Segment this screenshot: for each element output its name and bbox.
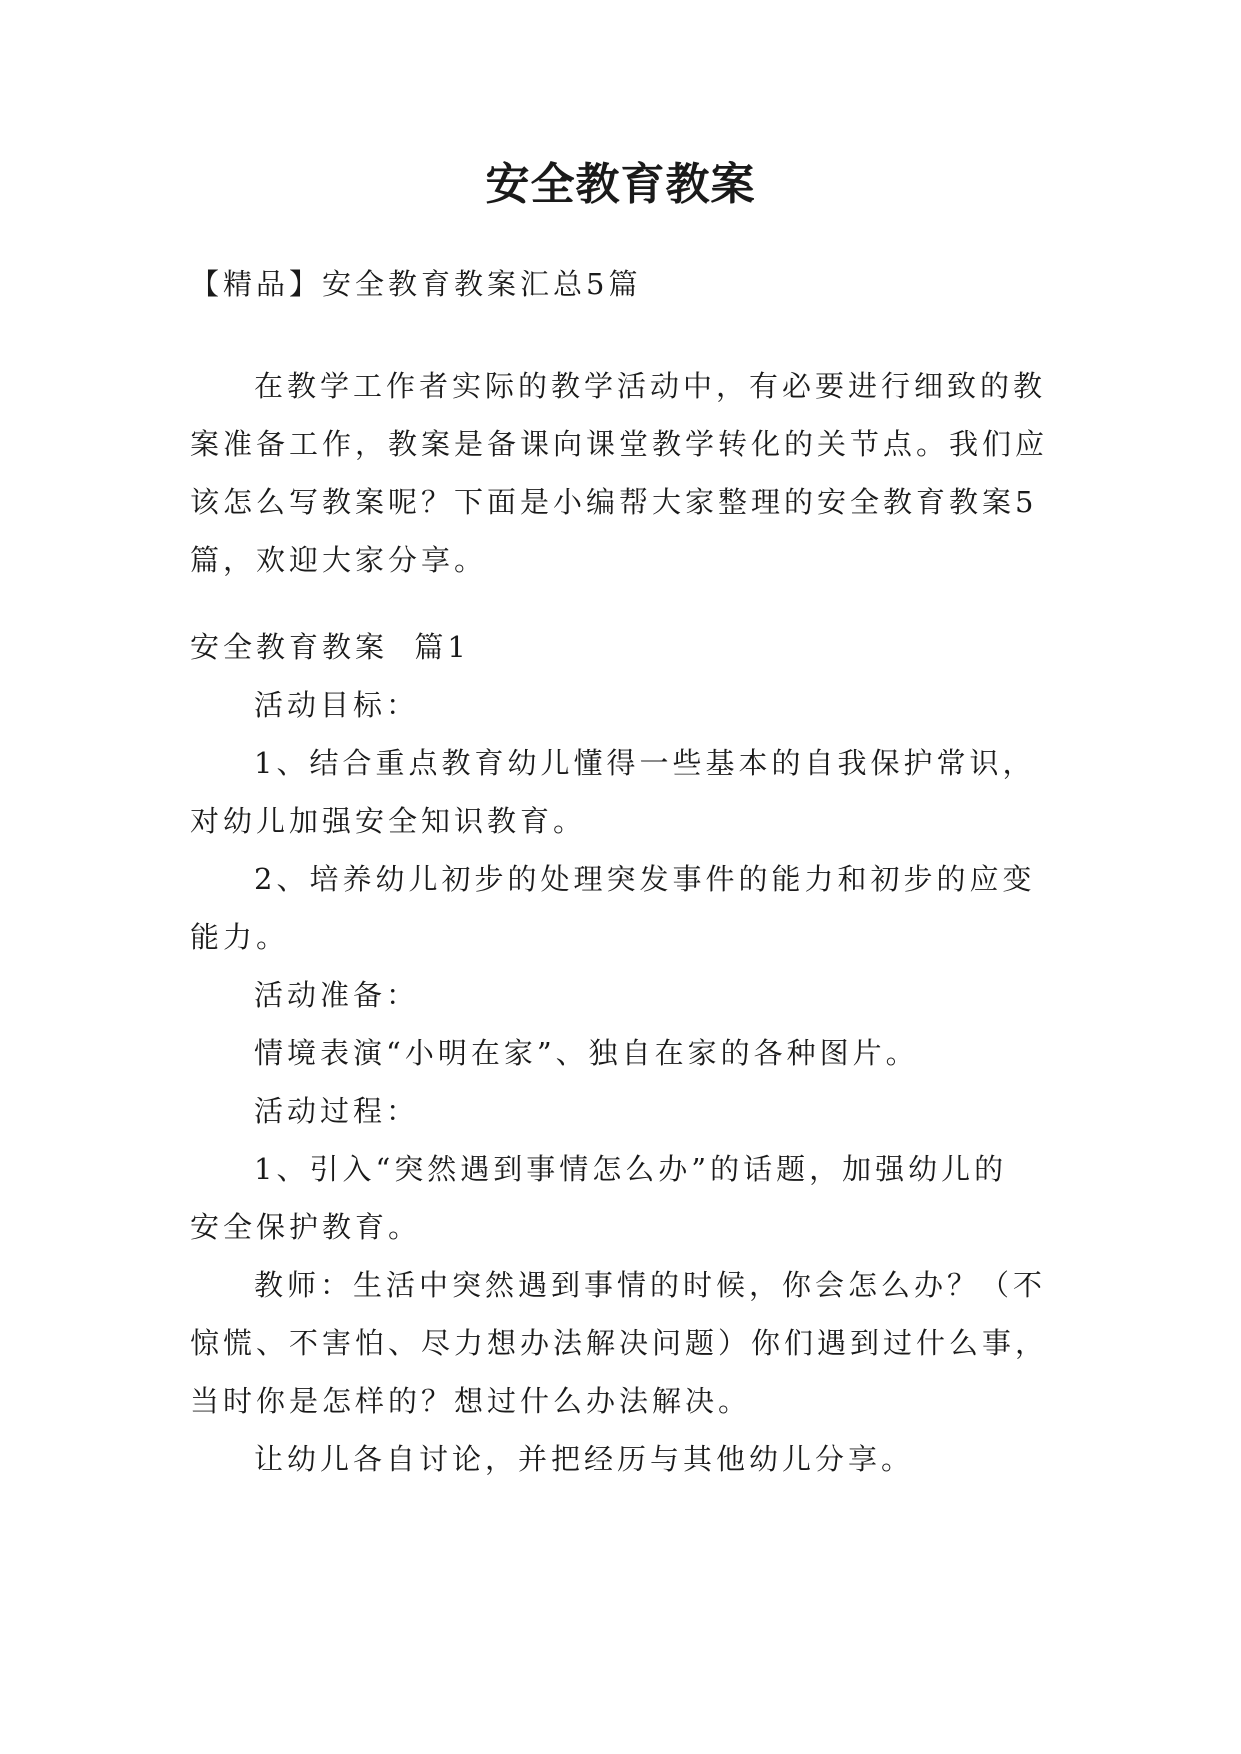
goal-item-2: 2、培养幼儿初步的处理突发事件的能力和初步的应变 <box>254 862 1036 896</box>
section-body <box>190 676 1050 1488</box>
goal-item-1-continued: 对幼儿加强安全知识教育。 <box>190 804 587 838</box>
activity-preparation-heading: 活动准备： <box>254 978 420 1012</box>
section-heading: 安全教育教案 篇1 <box>190 630 470 664</box>
teacher-dialogue-continued: 惊慌、不害怕、尽力想办法解决问题）你们遇到过什么事， <box>190 1326 1049 1360</box>
preparation-text: 情境表演“小明在家”、独自在家的各种图片。 <box>254 1036 919 1070</box>
intro-paragraph <box>190 357 1050 589</box>
document-title: 安全教育教案 <box>485 159 756 210</box>
intro-line: 在教学工作者实际的教学活动中，有必要进行细致的教 <box>254 369 1047 403</box>
intro-line: 案准备工作，教案是备课向课堂教学转化的关节点。我们应 <box>190 427 1049 461</box>
section-heading-block <box>190 618 1050 676</box>
teacher-dialogue: 教师：生活中突然遇到事情的时候，你会怎么办？（不 <box>254 1268 1047 1302</box>
goal-item-1: 1、结合重点教育幼儿懂得一些基本的自我保护常识， <box>254 746 1036 780</box>
intro-line: 该怎么写教案呢？下面是小编帮大家整理的安全教育教案5 <box>190 485 1038 519</box>
process-item-1: 1、引入“突然遇到事情怎么办”的话题，加强幼儿的 <box>254 1152 1008 1186</box>
activity-goal-heading: 活动目标： <box>254 688 420 722</box>
discussion-text: 让幼儿各自讨论，并把经历与其他幼儿分享。 <box>254 1442 915 1476</box>
goal-item-2-continued: 能力。 <box>190 920 290 954</box>
intro-line: 篇，欢迎大家分享。 <box>190 543 488 577</box>
document-subtitle: 【精品】安全教育教案汇总5篇 <box>190 267 642 301</box>
teacher-dialogue-continued: 当时你是怎样的？想过什么办法解决。 <box>190 1384 752 1418</box>
process-item-1-continued: 安全保护教育。 <box>190 1210 422 1244</box>
activity-process-heading: 活动过程： <box>254 1094 420 1128</box>
